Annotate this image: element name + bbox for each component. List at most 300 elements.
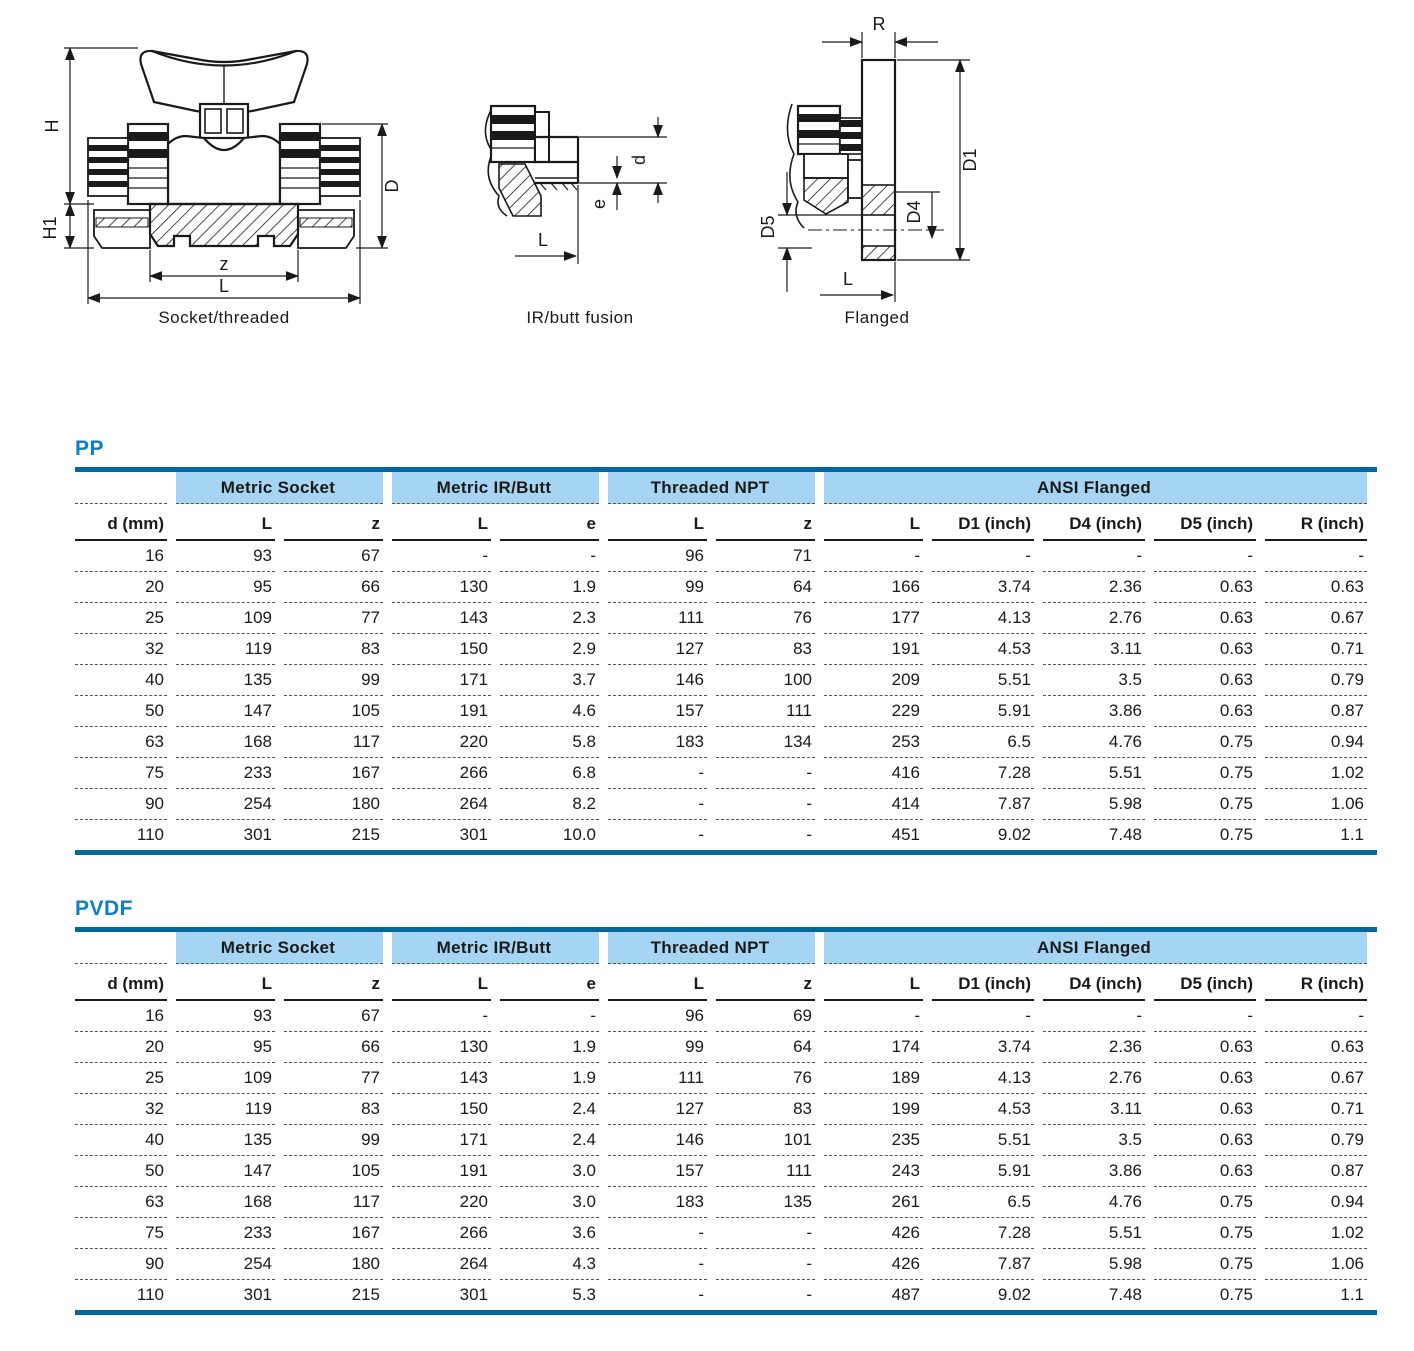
table-cell: 3.0 — [500, 1187, 599, 1218]
table-cell: 264 — [392, 1249, 491, 1280]
dim-label-R: R — [872, 14, 886, 34]
table-cell: - — [698, 1285, 704, 1304]
table-cell: 243 — [824, 1156, 923, 1187]
table-cell: 147 — [176, 696, 275, 727]
table-cell: 150 — [392, 634, 491, 665]
table-cell: 235 — [824, 1125, 923, 1156]
caption-socket-threaded: Socket/threaded — [158, 308, 290, 327]
column-header: D5 (inch) — [1154, 504, 1256, 541]
column-header: L — [608, 504, 707, 541]
table-cell: - — [716, 789, 815, 820]
table-cell: 416 — [824, 758, 923, 789]
dim-label-L: L — [842, 269, 854, 289]
table-cell: 191 — [392, 1156, 491, 1187]
dim-label-H: H — [42, 119, 62, 133]
table-cell: 2.76 — [1043, 603, 1145, 634]
table-cell: 67 — [284, 1001, 383, 1032]
table-cell: 183 — [608, 1187, 707, 1218]
table-cell: 83 — [284, 1094, 383, 1125]
table-cell: 3.11 — [1043, 1094, 1145, 1125]
table-cell: 5.3 — [572, 1285, 596, 1304]
column-header: D5 (inch) — [1154, 964, 1256, 1001]
table-row — [75, 789, 1367, 820]
table-cell: 9.02 — [997, 1285, 1031, 1304]
column-header: L — [824, 964, 923, 1001]
table-row — [75, 1094, 1367, 1125]
table-cell: 66 — [284, 572, 383, 603]
table-cell: 75 — [75, 758, 167, 789]
table-cell: - — [716, 1249, 815, 1280]
table-cell: 0.87 — [1265, 696, 1367, 727]
table-cell: 40 — [75, 665, 167, 696]
table-cell: 0.75 — [1154, 1218, 1256, 1249]
table-cell: - — [824, 1001, 923, 1032]
table-cell: 451 — [891, 825, 920, 844]
table-cell: 4.76 — [1043, 727, 1145, 758]
table-cell: 105 — [284, 696, 383, 727]
table-row — [75, 1063, 1367, 1094]
table-cell: - — [716, 1218, 815, 1249]
dim-label-D5: D5 — [758, 215, 778, 239]
table-cell: 0.75 — [1154, 758, 1256, 789]
table-cell: 5.51 — [1043, 758, 1145, 789]
table-cell: 215 — [351, 1285, 380, 1304]
table-cell: 2.36 — [1043, 572, 1145, 603]
column-header: z — [716, 504, 815, 541]
table-cell: 0.63 — [1154, 1032, 1256, 1063]
table-cell: 2.76 — [1043, 1063, 1145, 1094]
table-cell: 3.11 — [1043, 634, 1145, 665]
table-row — [75, 1280, 1367, 1310]
table-row — [75, 665, 1367, 696]
table-cell: - — [500, 1001, 599, 1032]
table-cell: 0.63 — [1265, 1032, 1367, 1063]
table-cell: 50 — [75, 696, 167, 727]
table-cell: 109 — [176, 1063, 275, 1094]
table-cell: 146 — [608, 1125, 707, 1156]
pp-section — [75, 437, 1377, 855]
table-cell: 1.9 — [500, 1063, 599, 1094]
table-cell: 135 — [716, 1187, 815, 1218]
table-cell: 3.7 — [500, 665, 599, 696]
drawing-socket-threaded — [38, 4, 410, 314]
table-cell: 1.9 — [500, 572, 599, 603]
column-header: d (mm) — [75, 964, 167, 1001]
table-cell: 4.53 — [932, 634, 1034, 665]
table-cell: 69 — [716, 1001, 815, 1032]
table-bottom-rule — [75, 850, 1377, 855]
table-cell: 191 — [392, 696, 491, 727]
column-header: L — [176, 504, 275, 541]
pvdf-table — [66, 932, 1376, 1310]
table-cell: 1.1 — [1340, 1285, 1364, 1304]
table-cell: - — [824, 541, 923, 572]
table-row — [75, 1001, 1367, 1032]
table-cell: 1.02 — [1265, 758, 1367, 789]
table-cell: 111 — [608, 603, 707, 634]
column-header: D1 (inch) — [932, 964, 1034, 1001]
table-cell: 183 — [608, 727, 707, 758]
dim-label-D: D — [382, 179, 402, 193]
table-cell: 0.75 — [1219, 825, 1253, 844]
table-cell: 209 — [824, 665, 923, 696]
table-cell: 2.3 — [500, 603, 599, 634]
table-cell: 4.3 — [500, 1249, 599, 1280]
table-cell: 426 — [824, 1249, 923, 1280]
table-row — [75, 1187, 1367, 1218]
table-cell: 71 — [716, 541, 815, 572]
table-cell: 117 — [284, 727, 383, 758]
table-cell: - — [1043, 1001, 1145, 1032]
table-cell: 254 — [176, 789, 275, 820]
table-cell: 3.74 — [932, 572, 1034, 603]
table-cell: 5.91 — [932, 1156, 1034, 1187]
column-header: e — [500, 504, 599, 541]
table-cell: 0.87 — [1265, 1156, 1367, 1187]
table-cell: 5.91 — [932, 696, 1034, 727]
table-row — [75, 696, 1367, 727]
column-header: R (inch) — [1265, 504, 1367, 541]
table-cell: 0.75 — [1219, 1285, 1253, 1304]
table-cell: 0.63 — [1265, 572, 1367, 603]
table-cell: 0.63 — [1154, 696, 1256, 727]
table-cell: 3.86 — [1043, 1156, 1145, 1187]
column-group-header: Metric IR/Butt — [392, 472, 599, 504]
table-cell: 127 — [608, 634, 707, 665]
table-cell: 147 — [176, 1156, 275, 1187]
table-cell: 10.0 — [562, 825, 596, 844]
table-cell: 220 — [392, 727, 491, 758]
table-cell: 32 — [75, 1094, 167, 1125]
table-cell: 3.0 — [500, 1156, 599, 1187]
table-cell: 253 — [824, 727, 923, 758]
table-cell: 134 — [716, 727, 815, 758]
valve-front-view — [88, 51, 360, 248]
table-cell: 6.5 — [932, 727, 1034, 758]
table-cell: 110 — [136, 825, 164, 844]
caption-ir-butt-fusion: IR/butt fusion — [526, 308, 634, 327]
table-cell: 130 — [392, 572, 491, 603]
table-cell: 0.94 — [1265, 1187, 1367, 1218]
table-cell: 2.36 — [1043, 1032, 1145, 1063]
table-cell: - — [500, 541, 599, 572]
column-group-header: Metric Socket — [176, 472, 383, 504]
table-cell: 167 — [284, 1218, 383, 1249]
table-cell: 177 — [824, 603, 923, 634]
table-cell: 233 — [176, 758, 275, 789]
table-cell: 7.87 — [932, 789, 1034, 820]
table-cell: 0.67 — [1265, 603, 1367, 634]
table-cell: 0.94 — [1265, 727, 1367, 758]
table-cell: 233 — [176, 1218, 275, 1249]
table-cell: - — [608, 1218, 707, 1249]
table-cell: 171 — [392, 665, 491, 696]
table-cell: 0.75 — [1154, 1249, 1256, 1280]
table-row — [75, 572, 1367, 603]
table-cell: 168 — [176, 727, 275, 758]
drawing-flanged — [752, 2, 1002, 308]
table-cell: - — [698, 825, 704, 844]
table-cell: 261 — [824, 1187, 923, 1218]
table-cell: 266 — [392, 1218, 491, 1249]
dim-label-H1: H1 — [40, 216, 60, 240]
table-cell: 3.86 — [1043, 696, 1145, 727]
table-cell: 301 — [243, 825, 272, 844]
table-cell: 93 — [176, 541, 275, 572]
dim-label-D1: D1 — [960, 148, 980, 172]
table-cell: - — [806, 825, 812, 844]
column-group-header: ANSI Flanged — [824, 472, 1367, 504]
column-header: D4 (inch) — [1043, 964, 1145, 1001]
table-cell: - — [608, 1249, 707, 1280]
table-cell: 50 — [75, 1156, 167, 1187]
table-cell: 3.6 — [500, 1218, 599, 1249]
table-cell: 3.74 — [932, 1032, 1034, 1063]
column-group-spacer — [75, 472, 167, 504]
table-cell: 25 — [75, 603, 167, 634]
table-cell: 96 — [608, 1001, 707, 1032]
table-cell: 100 — [716, 665, 815, 696]
table-cell: 110 — [136, 1285, 164, 1304]
table-cell: 5.98 — [1043, 1249, 1145, 1280]
column-group-header: Threaded NPT — [608, 472, 815, 504]
flanged-section-view — [778, 60, 944, 260]
table-row — [75, 1249, 1367, 1280]
table-row — [75, 1156, 1367, 1187]
table-cell: 0.75 — [1154, 1187, 1256, 1218]
column-group-spacer — [75, 932, 167, 964]
table-cell: 157 — [608, 1156, 707, 1187]
table-cell: 32 — [75, 634, 167, 665]
dim-label-e: e — [589, 198, 609, 210]
table-cell: - — [806, 1285, 812, 1304]
column-header: D4 (inch) — [1043, 504, 1145, 541]
table-cell: 135 — [176, 1125, 275, 1156]
table-cell: 189 — [824, 1063, 923, 1094]
table-cell: 90 — [75, 789, 167, 820]
table-cell: 0.71 — [1265, 634, 1367, 665]
table-cell: 0.63 — [1154, 1063, 1256, 1094]
table-title-pp: PP — [75, 437, 105, 460]
table-cell: 6.8 — [500, 758, 599, 789]
table-cell: 109 — [176, 603, 275, 634]
table-cell: 0.63 — [1154, 665, 1256, 696]
table-cell: 0.67 — [1265, 1063, 1367, 1094]
table-cell: - — [932, 541, 1034, 572]
table-cell: 5.51 — [932, 665, 1034, 696]
table-cell: 90 — [75, 1249, 167, 1280]
table-cell: 174 — [824, 1032, 923, 1063]
table-cell: 111 — [608, 1063, 707, 1094]
table-cell: 4.6 — [500, 696, 599, 727]
column-group-header: ANSI Flanged — [824, 932, 1367, 964]
table-cell: - — [932, 1001, 1034, 1032]
table-cell: 1.02 — [1265, 1218, 1367, 1249]
table-cell: - — [392, 541, 491, 572]
table-cell: - — [608, 789, 707, 820]
table-cell: 83 — [716, 1094, 815, 1125]
table-cell: - — [608, 758, 707, 789]
table-cell: 215 — [351, 825, 380, 844]
column-group-header: Metric Socket — [176, 932, 383, 964]
table-cell: 0.63 — [1154, 1125, 1256, 1156]
table-cell: 16 — [75, 541, 167, 572]
table-cell: 5.8 — [500, 727, 599, 758]
column-group-header: Threaded NPT — [608, 932, 815, 964]
table-cell: 63 — [75, 1187, 167, 1218]
table-cell: 301 — [459, 825, 488, 844]
column-header: z — [284, 964, 383, 1001]
table-cell: 6.5 — [932, 1187, 1034, 1218]
table-cell: 168 — [176, 1187, 275, 1218]
table-row — [75, 727, 1367, 758]
column-header: L — [608, 964, 707, 1001]
table-row — [75, 1032, 1367, 1063]
table-cell: 180 — [284, 789, 383, 820]
table-cell: 0.79 — [1265, 1125, 1367, 1156]
table-cell: 119 — [176, 634, 275, 665]
table-cell: 1.06 — [1265, 789, 1367, 820]
table-cell: 64 — [716, 1032, 815, 1063]
table-cell: 166 — [824, 572, 923, 603]
table-cell: 0.71 — [1265, 1094, 1367, 1125]
column-group-header: Metric IR/Butt — [392, 932, 599, 964]
table-cell: 127 — [608, 1094, 707, 1125]
table-cell: 0.79 — [1265, 665, 1367, 696]
table-cell: 83 — [284, 634, 383, 665]
table-cell: 180 — [284, 1249, 383, 1280]
column-header: D1 (inch) — [932, 504, 1034, 541]
table-cell: 1.9 — [500, 1032, 599, 1063]
table-cell: 130 — [392, 1032, 491, 1063]
drawing-ir-butt-fusion — [455, 84, 705, 304]
table-cell: 7.48 — [1108, 1285, 1142, 1304]
table-cell: 146 — [608, 665, 707, 696]
table-cell: 117 — [284, 1187, 383, 1218]
table-cell: - — [1154, 1001, 1256, 1032]
table-cell: 77 — [284, 1063, 383, 1094]
table-cell: 20 — [75, 1032, 167, 1063]
table-cell: - — [392, 1001, 491, 1032]
dim-label-L: L — [218, 276, 230, 296]
table-cell: 20 — [75, 572, 167, 603]
table-cell: 95 — [176, 572, 275, 603]
table-cell: 143 — [392, 1063, 491, 1094]
table-cell: 199 — [824, 1094, 923, 1125]
table-bottom-rule — [75, 1310, 1377, 1315]
caption-flanged: Flanged — [844, 308, 910, 327]
table-cell: 7.87 — [932, 1249, 1034, 1280]
table-cell: 229 — [824, 696, 923, 727]
table-cell: 487 — [891, 1285, 920, 1304]
table-cell: 105 — [284, 1156, 383, 1187]
table-cell: 143 — [392, 603, 491, 634]
table-cell: 8.2 — [500, 789, 599, 820]
table-cell: 9.02 — [997, 825, 1031, 844]
table-cell: 2.4 — [500, 1125, 599, 1156]
table-cell: 3.5 — [1043, 1125, 1145, 1156]
table-cell: 1.06 — [1265, 1249, 1367, 1280]
table-cell: 2.9 — [500, 634, 599, 665]
table-cell: 414 — [824, 789, 923, 820]
table-cell: 426 — [824, 1218, 923, 1249]
table-row — [75, 758, 1367, 789]
table-title-pvdf: PVDF — [75, 897, 134, 920]
table-cell: 119 — [176, 1094, 275, 1125]
column-header: R (inch) — [1265, 964, 1367, 1001]
table-cell: 99 — [608, 572, 707, 603]
table-cell: 96 — [608, 541, 707, 572]
table-cell: 63 — [75, 727, 167, 758]
table-cell: 0.63 — [1154, 1094, 1256, 1125]
table-cell: 2.4 — [500, 1094, 599, 1125]
table-cell: 3.5 — [1043, 665, 1145, 696]
table-cell: 7.28 — [932, 758, 1034, 789]
pp-table — [66, 472, 1376, 850]
table-cell: 301 — [243, 1285, 272, 1304]
column-header: L — [392, 504, 491, 541]
table-row — [75, 603, 1367, 634]
table-cell: 301 — [459, 1285, 488, 1304]
column-header: e — [500, 964, 599, 1001]
table-row — [75, 1218, 1367, 1249]
table-cell: 0.63 — [1154, 572, 1256, 603]
table-cell: 5.98 — [1043, 789, 1145, 820]
table-cell: 95 — [176, 1032, 275, 1063]
table-cell: 191 — [824, 634, 923, 665]
table-cell: 4.13 — [932, 603, 1034, 634]
dim-label-d: d — [629, 154, 649, 166]
table-cell: 135 — [176, 665, 275, 696]
table-cell: 157 — [608, 696, 707, 727]
table-cell: 64 — [716, 572, 815, 603]
table-cell: - — [1043, 541, 1145, 572]
table-cell: 5.51 — [1043, 1218, 1145, 1249]
pvdf-section — [75, 897, 1377, 1315]
table-cell: 7.48 — [1108, 825, 1142, 844]
table-cell: 66 — [284, 1032, 383, 1063]
table-cell: 67 — [284, 541, 383, 572]
table-cell: - — [1265, 541, 1367, 572]
table-cell: 171 — [392, 1125, 491, 1156]
table-cell: 76 — [716, 1063, 815, 1094]
table-cell: 0.75 — [1154, 727, 1256, 758]
table-cell: - — [716, 758, 815, 789]
table-cell: 25 — [75, 1063, 167, 1094]
table-row — [75, 820, 1367, 850]
column-header: L — [824, 504, 923, 541]
table-cell: 264 — [392, 789, 491, 820]
spigot-section-view — [485, 106, 578, 216]
table-cell: 111 — [716, 696, 815, 727]
table-cell: 1.1 — [1340, 825, 1364, 844]
column-header: L — [392, 964, 491, 1001]
table-cell: 0.75 — [1154, 789, 1256, 820]
table-cell: 16 — [75, 1001, 167, 1032]
table-row — [75, 1125, 1367, 1156]
dim-label-D4: D4 — [904, 200, 924, 224]
table-cell: 101 — [716, 1125, 815, 1156]
table-cell: 150 — [392, 1094, 491, 1125]
table-cell: 99 — [284, 1125, 383, 1156]
table-cell: 4.53 — [932, 1094, 1034, 1125]
table-cell: - — [1265, 1001, 1367, 1032]
table-cell: 111 — [716, 1156, 815, 1187]
table-cell: 220 — [392, 1187, 491, 1218]
column-header: z — [716, 964, 815, 1001]
table-cell: 5.51 — [932, 1125, 1034, 1156]
table-cell: 75 — [75, 1218, 167, 1249]
